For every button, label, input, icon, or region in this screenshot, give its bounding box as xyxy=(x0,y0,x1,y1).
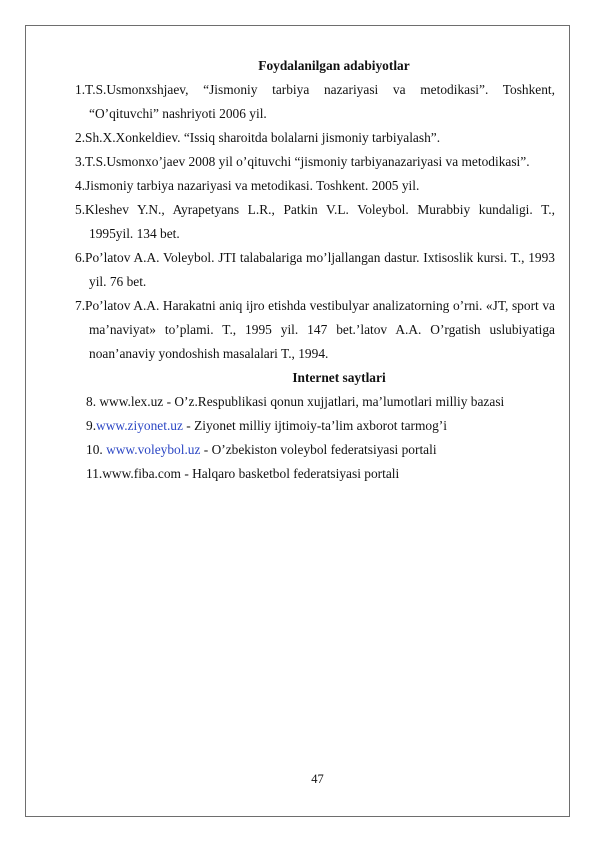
website-link[interactable]: www.fiba.com xyxy=(102,466,181,481)
website-list xyxy=(75,390,555,486)
reference-item: 1.T.S.Usmonxshjaev, “Jismoniy tarbiya nazariyasi va metodikasi”. Toshkent, “O’qituvchi” nashriyoti 2006 yil. xyxy=(75,82,555,121)
website-description: - Ziyonet milliy ijtimoiy-ta’lim axborot tarmog’i xyxy=(182,418,447,433)
reference-item: 5.Kleshev Y.N., Ayrapetyans L.R., Patkin V.L. Voleybol. Murabbiy kundaligi. T., 1995yil. 134 bet. xyxy=(75,202,555,241)
website-item xyxy=(75,438,555,462)
website-description: - O’zbekiston voleybol federatsiyasi portali xyxy=(200,442,437,457)
reference-item: 6.Po’latov A.A. Voleybol. JTI talabalariga mo’ljallangan dastur. Ixtisoslik kursi. T., 1993 yil. 76 bet. xyxy=(75,250,555,289)
website-number: 9. xyxy=(86,418,97,433)
website-link[interactable]: www.voleybol.uz xyxy=(106,442,201,457)
website-number: 8. xyxy=(86,394,100,409)
website-number: 10. xyxy=(86,442,107,457)
website-item xyxy=(75,462,555,486)
website-description: - Halqaro basketbol federatsiyasi portali xyxy=(180,466,400,481)
website-description: - O’z.Respublikasi qonun xujjatlari, ma’lumotlari milliy bazasi xyxy=(163,394,505,409)
website-item xyxy=(75,390,555,414)
reference-item: 2.Sh.X.Xonkeldiev. “Issiq sharoitda bolalarni jismoniy tarbiyalash”. xyxy=(75,130,441,145)
bibliography-heading: Foydalanilgan adabiyotlar xyxy=(258,58,410,73)
website-link[interactable]: www.lex.uz xyxy=(99,394,164,409)
website-number: 11. xyxy=(86,466,103,481)
page-number: 47 xyxy=(311,772,324,786)
reference-list xyxy=(75,78,555,366)
reference-item: 4.Jismoniy tarbiya nazariyasi va metodikasi. Toshkent. 2005 yil. xyxy=(75,178,420,193)
reference-item: 7.Po’latov A.A. Harakatni aniq ijro etishda vestibulyar analizatorning o’rni. «JT, sport va ma’naviyat» to’plami. T., 1995 yil. 147 bet.’latov A.A. O’rgatish uslubiyatiga noan’anaviy yondoshish masalalari T., 1994. xyxy=(75,298,555,361)
website-link[interactable]: www.ziyonet.uz xyxy=(96,418,183,433)
page-content xyxy=(75,54,555,486)
reference-item: 3.T.S.Usmonxo’jaev 2008 yil o’qituvchi “jismoniy tarbiyanazariyasi va metodikasi”. xyxy=(75,154,530,169)
internet-heading: Internet saytlari xyxy=(292,370,386,385)
website-item xyxy=(75,414,555,438)
